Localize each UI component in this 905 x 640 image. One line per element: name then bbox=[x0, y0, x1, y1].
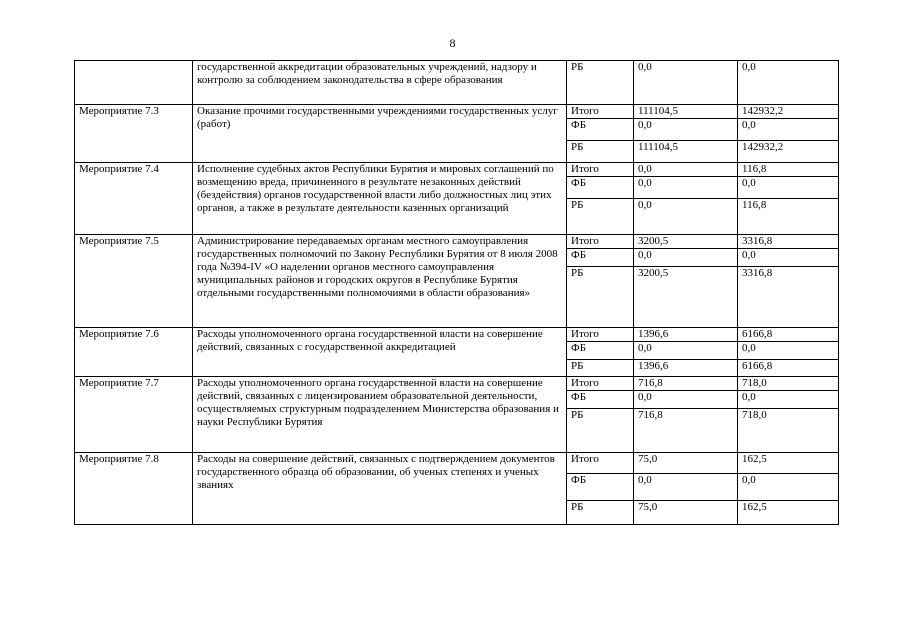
funding-source: РБ bbox=[567, 141, 634, 163]
funding-value-col1: 0,0 bbox=[634, 342, 738, 360]
table-row bbox=[75, 453, 839, 474]
funding-value-col2: 0,0 bbox=[738, 474, 839, 501]
funding-value-col1: 3200,5 bbox=[634, 235, 738, 249]
funding-source: ФБ bbox=[567, 391, 634, 409]
measure-description: Расходы на совершение действий, связанных с подтверждением документов государственного образца об образовании, об ученых степенях и ученых званиях bbox=[193, 453, 567, 525]
funding-source: ФБ bbox=[567, 119, 634, 141]
funding-value-col1: 0,0 bbox=[634, 119, 738, 141]
funding-value-col2: 0,0 bbox=[738, 391, 839, 409]
measures-table bbox=[74, 60, 839, 525]
funding-value-col2: 0,0 bbox=[738, 249, 839, 267]
funding-value-col1: 111104,5 bbox=[634, 105, 738, 119]
measure-name: Мероприятие 7.5 bbox=[75, 235, 193, 328]
funding-value-col1: 111104,5 bbox=[634, 141, 738, 163]
funding-value-col1: 0,0 bbox=[634, 249, 738, 267]
funding-source: РБ bbox=[567, 61, 634, 105]
measure-description: Оказание прочими государственными учреждениями государственных услуг (работ) bbox=[193, 105, 567, 163]
funding-value-col2: 0,0 bbox=[738, 119, 839, 141]
funding-value-col1: 1396,6 bbox=[634, 328, 738, 342]
funding-source: Итого bbox=[567, 163, 634, 177]
funding-source: Итого bbox=[567, 453, 634, 474]
funding-source: РБ bbox=[567, 409, 634, 453]
funding-source: РБ bbox=[567, 267, 634, 328]
funding-value-col1: 0,0 bbox=[634, 61, 738, 105]
measure-name: Мероприятие 7.6 bbox=[75, 328, 193, 377]
funding-value-col2: 718,0 bbox=[738, 377, 839, 391]
measure-description: Расходы уполномоченного органа государственной власти на совершение действий, связанных с лицензированием образовательной деятельности, осуществляемых структурным подразделением Министерства образования и науки Республики Бурятия bbox=[193, 377, 567, 453]
measure-description: Исполнение судебных актов Республики Бурятия и мировых соглашений по возмещению вреда, причиненного в результате незаконных действий (бездействия) органов государственной власти либо должностных лиц этих органов, а также в результате деятельности казенных организаций bbox=[193, 163, 567, 235]
measure-name: Мероприятие 7.8 bbox=[75, 453, 193, 525]
funding-value-col1: 0,0 bbox=[634, 199, 738, 235]
funding-source: ФБ bbox=[567, 474, 634, 501]
table-row bbox=[75, 328, 839, 342]
funding-source: ФБ bbox=[567, 177, 634, 199]
funding-value-col2: 6166,8 bbox=[738, 360, 839, 377]
funding-value-col2: 162,5 bbox=[738, 453, 839, 474]
funding-source: Итого bbox=[567, 328, 634, 342]
funding-value-col2: 142932,2 bbox=[738, 141, 839, 163]
funding-value-col2: 3316,8 bbox=[738, 235, 839, 249]
measure-description: Администрирование передаваемых органам местного самоуправления государственных полномочий по Закону Республики Бурятия от 8 июля 2008 года №394-IV «О наделении органов местного самоуправления муниципальных районов и городских округов в Республике Бурятия отдельными государственными полномочиями в области образования» bbox=[193, 235, 567, 328]
funding-value-col2: 6166,8 bbox=[738, 328, 839, 342]
funding-value-col2: 116,8 bbox=[738, 163, 839, 177]
funding-value-col2: 3316,8 bbox=[738, 267, 839, 328]
funding-value-col1: 1396,6 bbox=[634, 360, 738, 377]
funding-value-col2: 0,0 bbox=[738, 61, 839, 105]
funding-value-col2: 162,5 bbox=[738, 501, 839, 525]
funding-source: РБ bbox=[567, 501, 634, 525]
funding-value-col1: 716,8 bbox=[634, 409, 738, 453]
funding-value-col2: 0,0 bbox=[738, 342, 839, 360]
funding-value-col1: 0,0 bbox=[634, 474, 738, 501]
measure-name: Мероприятие 7.7 bbox=[75, 377, 193, 453]
table-row bbox=[75, 61, 839, 105]
funding-source: ФБ bbox=[567, 249, 634, 267]
funding-value-col2: 142932,2 bbox=[738, 105, 839, 119]
measure-name bbox=[75, 61, 193, 105]
measure-name: Мероприятие 7.3 bbox=[75, 105, 193, 163]
table-row bbox=[75, 105, 839, 119]
funding-source: Итого bbox=[567, 105, 634, 119]
page-number: 8 bbox=[449, 36, 456, 50]
table-row bbox=[75, 163, 839, 177]
measure-description: государственной аккредитации образовательных учреждений, надзору и контролю за соблюдением законодательства в сфере образования bbox=[193, 61, 567, 105]
funding-source: Итого bbox=[567, 377, 634, 391]
funding-value-col1: 0,0 bbox=[634, 391, 738, 409]
funding-value-col2: 0,0 bbox=[738, 177, 839, 199]
funding-source: РБ bbox=[567, 199, 634, 235]
funding-value-col1: 0,0 bbox=[634, 177, 738, 199]
funding-value-col1: 0,0 bbox=[634, 163, 738, 177]
funding-value-col1: 716,8 bbox=[634, 377, 738, 391]
funding-source: Итого bbox=[567, 235, 634, 249]
funding-source: РБ bbox=[567, 360, 634, 377]
funding-value-col1: 75,0 bbox=[634, 453, 738, 474]
funding-value-col2: 116,8 bbox=[738, 199, 839, 235]
table-row bbox=[75, 235, 839, 249]
funding-source: ФБ bbox=[567, 342, 634, 360]
measure-description: Расходы уполномоченного органа государственной власти на совершение действий, связанных с государственной аккредитацией bbox=[193, 328, 567, 377]
funding-value-col1: 3200,5 bbox=[634, 267, 738, 328]
funding-value-col1: 75,0 bbox=[634, 501, 738, 525]
funding-value-col2: 718,0 bbox=[738, 409, 839, 453]
table-row bbox=[75, 377, 839, 391]
measure-name: Мероприятие 7.4 bbox=[75, 163, 193, 235]
